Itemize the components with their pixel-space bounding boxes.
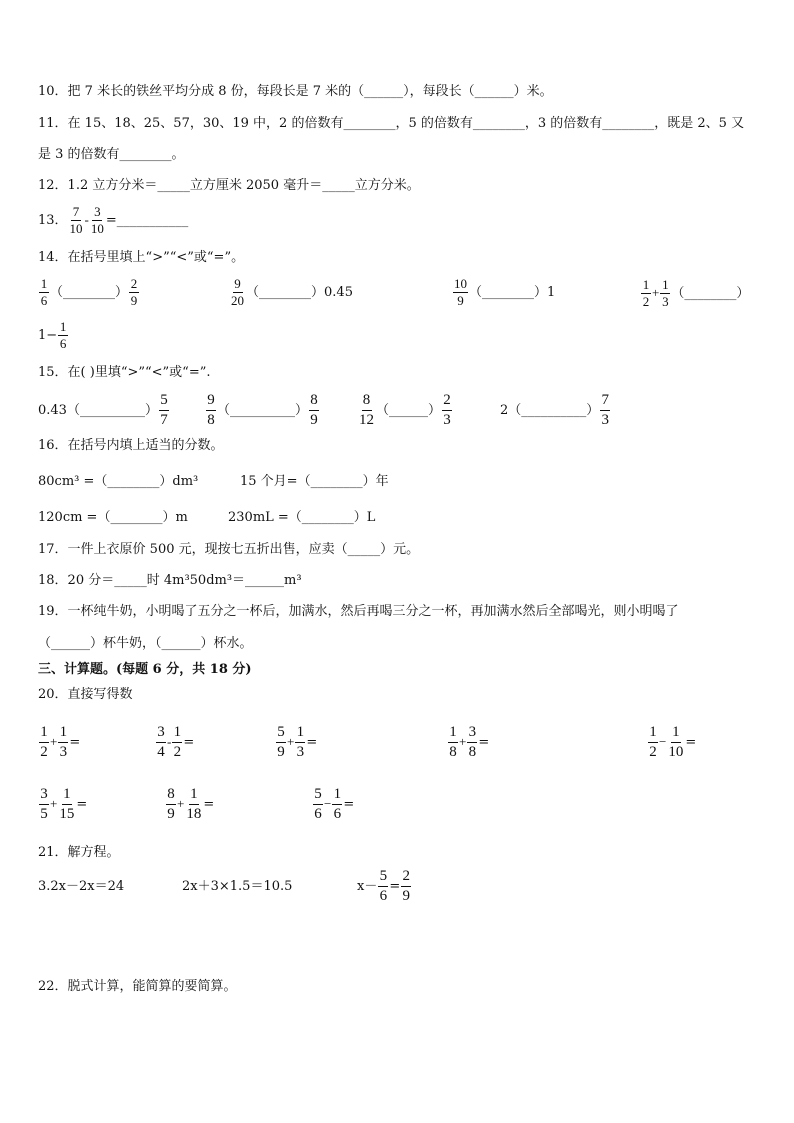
fraction: $\frac{1}{2}$ (173, 724, 182, 760)
question-18: 18．20 分＝_____时 4m³50dm³＝______m³ (38, 573, 302, 588)
q14-blank-2: （________） (246, 285, 325, 300)
question-11-line2: 是 3 的倍数有________。 (38, 147, 185, 162)
q13-fraction-a: $\frac{7}{10}$ (69, 204, 83, 236)
fraction: $\frac{3}{5}$ (40, 786, 48, 822)
q14-item-3: $\frac{10}{9}$ （________）1 (454, 276, 556, 308)
fraction: $\frac{1}{2}$ (649, 724, 657, 760)
q15-blank-1: （__________） (66, 403, 158, 418)
q20-expression: $\frac{1}{2}$ − $\frac{1}{10}$ = (649, 724, 697, 760)
q15-item-3: $\frac{8}{12}$ （______） $\frac{2}{3}$ (359, 392, 451, 428)
question-15-title: 15．在( )里填“>”“<”或“=”. (38, 365, 211, 380)
q20-expression: $\frac{5}{9}$ + $\frac{1}{3}$ = (277, 724, 318, 760)
fraction: $\frac{5}{9}$ (277, 724, 285, 760)
question-22-title: 22．脱式计算，能简算的要简算。 (38, 979, 237, 994)
question-21-title: 21．解方程。 (38, 845, 120, 860)
q21-equation-3: x－ $\frac{5}{6}$ = $\frac{2}{9}$ (357, 868, 410, 904)
question-12: 12．1.2 立方分米＝_____立方厘米 2050 毫升＝_____立方分米。 (38, 178, 420, 193)
question-19-line1: 19．一杯纯牛奶，小明喝了五分之一杯后，加满水，然后再喝三分之一杯，再加满水然后全部喝光，则小明喝了 (38, 604, 679, 619)
q13-answer-line: =___________ (105, 213, 189, 228)
question-19-line2: （______）杯牛奶，（______）杯水。 (38, 636, 253, 651)
q16-row1-item1: 80cm³ =（________）dm³ (38, 474, 199, 489)
q20-expression: $\frac{5}{6}$ − $\frac{1}{6}$ = (314, 786, 355, 822)
fraction: $\frac{1}{6}$ (333, 786, 342, 822)
q20-expression: $\frac{1}{8}$ + $\frac{3}{8}$ = (449, 724, 490, 760)
q21-equation-1: 3.2x－2x＝24 (38, 879, 125, 894)
q20-expression: $\frac{8}{9}$ + $\frac{1}{18}$ = (167, 786, 215, 822)
fraction: $\frac{1}{3}$ (296, 724, 305, 760)
q14-item-4: $\frac{1}{2}$ + $\frac{1}{3}$ （________） (642, 277, 750, 309)
q16-row1-item2: 15 个月=（________）年 (240, 474, 389, 489)
q14-item-4-continued: 1− $\frac{1}{6}$ (38, 319, 67, 351)
fraction: $\frac{1}{10}$ (668, 724, 684, 760)
question-16-title: 16．在括号内填上适当的分数。 (38, 438, 224, 453)
q20-expression: $\frac{1}{2}$ + $\frac{1}{3}$ = (40, 724, 81, 760)
q14-item-2: $\frac{9}{20}$ （________）0.45 (231, 276, 353, 308)
q14-blank-4: （________） (671, 286, 750, 301)
q15-item-2: $\frac{9}{8}$ （__________） $\frac{8}{9}$ (207, 392, 318, 428)
question-17: 17．一件上衣原价 500 元，现按七五折出售，应卖（_____）元。 (38, 542, 420, 557)
q21-equation-2: 2x＋3×1.5＝10.5 (182, 879, 293, 894)
section-3-title: 三、计算题。(每题 6 分，共 18 分) (38, 662, 252, 677)
q16-row2-item1: 120cm =（________）m (38, 510, 188, 525)
q13-fraction-b: $\frac{3}{10}$ (90, 204, 104, 236)
q15-item-4: 2（__________） $\frac{7}{3}$ (500, 392, 610, 428)
q13-label: 13． (38, 213, 68, 228)
q15-item-1: 0.43（__________） $\frac{5}{7}$ (38, 392, 168, 428)
fraction: $\frac{1}{3}$ (59, 724, 68, 760)
q15-blank-4: （__________） (508, 403, 600, 418)
q15-blank-3: （______） (376, 403, 442, 418)
q14-item-1: $\frac{1}{6}$ （________） $\frac{2}{9}$ (40, 276, 138, 308)
q14-blank-3: （________） (469, 285, 548, 300)
q15-blank-2: （__________） (217, 403, 309, 418)
question-13 (38, 205, 188, 236)
fraction: $\frac{1}{18}$ (186, 786, 202, 822)
question-10: 10．把 7 米长的铁丝平均分成 8 份，每段长是 7 米的（______），每段长（______）米。 (38, 84, 553, 99)
q20-expression: $\frac{3}{5}$ + $\frac{1}{15}$ = (40, 786, 88, 822)
q20-expression: $\frac{3}{4}$ - $\frac{1}{2}$ = (157, 724, 195, 760)
fraction: $\frac{1}{15}$ (59, 786, 75, 822)
fraction: $\frac{5}{6}$ (314, 786, 322, 822)
fraction: $\frac{1}{2}$ (40, 724, 48, 760)
fraction: $\frac{1}{8}$ (449, 724, 457, 760)
q16-row2-item2: 230mL =（________）L (228, 510, 376, 525)
q13-operator: - (84, 212, 89, 227)
q14-blank-1: （________） (50, 285, 129, 300)
question-20-title: 20．直接写得数 (38, 687, 133, 702)
fraction: $\frac{3}{4}$ (157, 724, 165, 760)
fraction: $\frac{3}{8}$ (468, 724, 477, 760)
question-11-line1: 11．在 15、18、25、57，30、19 中，2 的倍数有________，5 的倍数有________，3 的倍数有________，既是 2、5 又 (38, 116, 745, 131)
question-14-title: 14．在括号里填上“>”“<”或“=”。 (38, 250, 245, 265)
fraction: $\frac{8}{9}$ (167, 786, 175, 822)
